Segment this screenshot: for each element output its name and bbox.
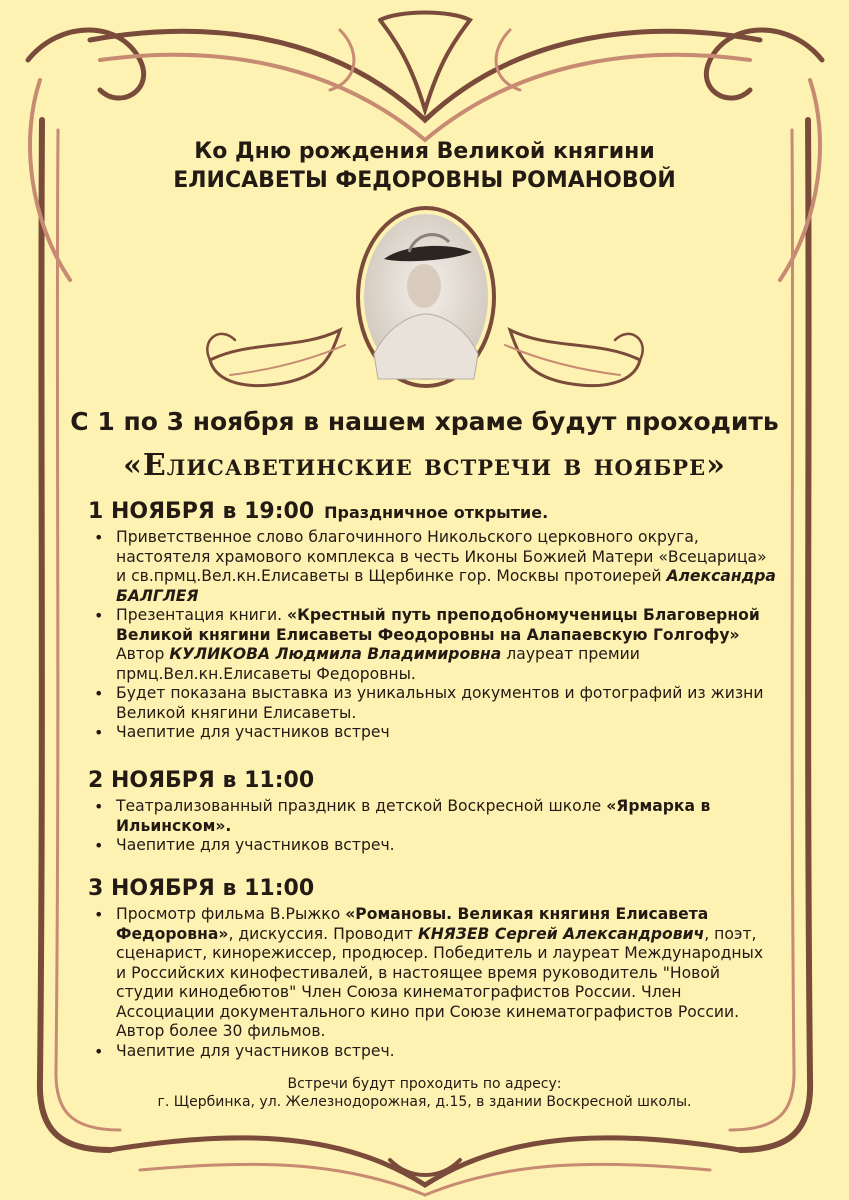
day3-list xyxy=(88,905,778,1061)
day1-item4: Чаепитие для участников встреч xyxy=(116,723,390,741)
day3-item1-prefix: Просмотр фильма В.Рыжко xyxy=(116,905,341,923)
list-item xyxy=(88,684,778,723)
day1-item2-author-label: Автор xyxy=(116,645,165,663)
day3-item1-film: «Романовы. Великая княгиня Елисавета Федоровна» xyxy=(116,905,709,943)
header-line-1: Ко Дню рождения Великой княгини xyxy=(194,139,655,164)
list-item xyxy=(88,723,778,743)
day3-title: 3 НОЯБРЯ в 11:00 xyxy=(88,876,315,901)
list-item xyxy=(88,905,778,1042)
day1-item2-author: КУЛИКОВА Людмила Владимировна xyxy=(169,645,502,663)
day2-heading xyxy=(88,767,314,795)
header-line-2: ЕЛИСАВЕТЫ ФЕДОРОВНЫ РОМАНОВОЙ xyxy=(173,168,676,193)
event-title: «Елисаветинские встречи в ноябре» xyxy=(123,448,726,483)
day1-title: 1 НОЯБРЯ в 19:00 xyxy=(88,499,315,524)
day1-item3: Будет показана выставка из уникальных документов и фотографий из жизни Великой княгини Елисаветы. xyxy=(116,684,764,722)
day3-item1-name: КНЯЗЕВ Сергей Александрович xyxy=(417,924,705,943)
day1-item2-book: «Крестный путь преподобномученицы Благоверной Великой княгини Елисаветы Феодоровны на Алапаевскую Голгофу» xyxy=(116,606,760,644)
list-item xyxy=(88,606,778,684)
day1-item1-name: Александра БАЛГЛЕЯ xyxy=(116,567,776,605)
day2-list xyxy=(88,797,778,856)
list-item xyxy=(88,797,778,836)
day3-heading xyxy=(88,875,314,903)
day2-item1-text: Театрализованный праздник в детской Воскресной школе xyxy=(116,797,602,815)
day1-item2-prefix: Презентация книги. xyxy=(116,606,283,624)
address-block xyxy=(0,1075,849,1111)
day2-item2: Чаепитие для участников встреч. xyxy=(116,836,395,854)
list-item xyxy=(88,1042,778,1062)
day2-title: 2 НОЯБРЯ в 11:00 xyxy=(88,768,315,793)
day1-subtitle: Праздничное открытие. xyxy=(324,503,549,522)
intro-text: С 1 по 3 ноября в нашем храме будут проходить xyxy=(70,407,779,436)
day1-list xyxy=(88,528,778,743)
address-line-1: Встречи будут проходить по адресу: xyxy=(287,1076,562,1092)
day1-item1-text: Приветственное слово благочинного Никольского церковного округа, настоятеля храмового комплекса в честь Иконы Божией Матери «Всецарица» и св.прмц.Вел.кн.Елисаветы в Щербинке гор. Москвы протоиерей xyxy=(116,528,767,585)
day2-item1-bold: «Ярмарка в Ильинском». xyxy=(116,797,711,835)
day3-item1-suffix: , поэт, сценарист, кинорежиссер, продюсер. Победитель и лауреат Международных и Российских кинофестивалей, в настоящее время руководитель "Новой студии кинодебютов" Член Союза кинематографистов России. Член Ассоциации документального кино при Союзе кинематографистов России. Автор более 30 фильмов. xyxy=(116,924,764,1040)
list-item xyxy=(88,836,778,856)
day3-item2: Чаепитие для участников встреч. xyxy=(116,1041,395,1060)
portrait-photo xyxy=(354,204,498,390)
list-item xyxy=(88,528,778,606)
day1-item2-suffix: лауреат премии прмц.Вел.кн.Елисаветы Федоровны. xyxy=(116,645,640,683)
day1-heading xyxy=(88,498,548,527)
address-line-2: г. Щербинка, ул. Железнодорожная, д.15, в здании Воскресной школы. xyxy=(157,1094,692,1110)
day3-item1-mid: , дискуссия. Проводит xyxy=(228,924,413,943)
